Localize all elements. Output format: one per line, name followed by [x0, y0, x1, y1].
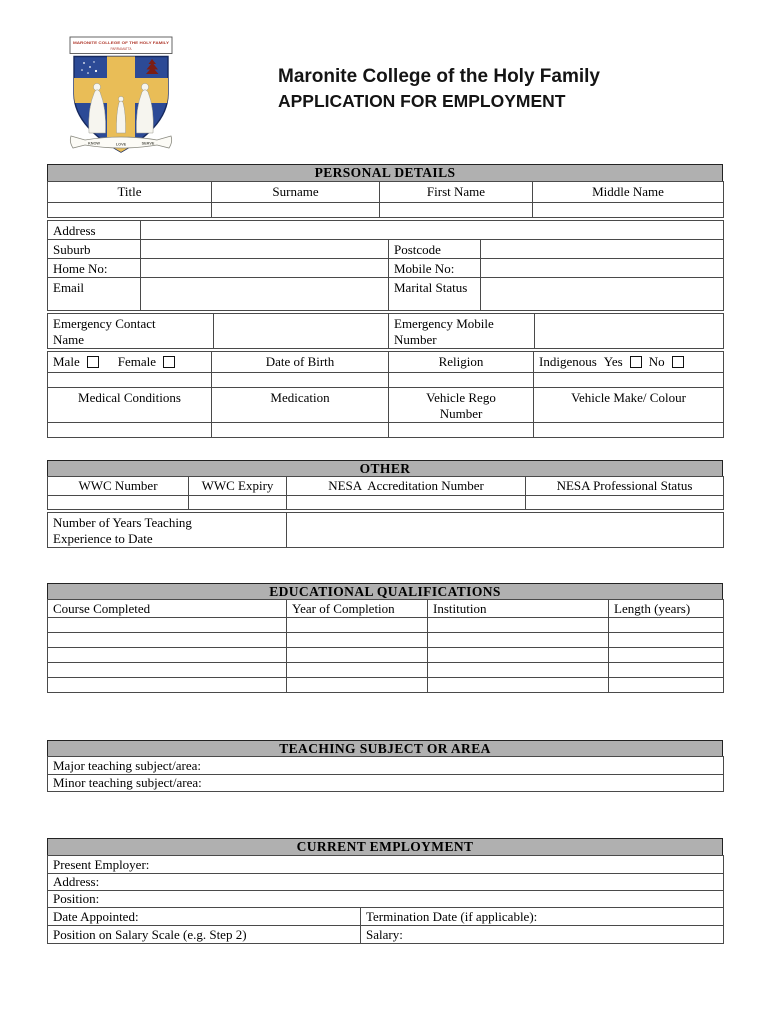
institution-input-cell[interactable]: [428, 648, 609, 663]
institution-input-cell[interactable]: [428, 663, 609, 678]
mobile-no-label: Mobile No:: [389, 259, 481, 278]
institution-input-cell[interactable]: [428, 633, 609, 648]
first-name-input-cell[interactable]: [380, 203, 533, 218]
emergency-contact-input-cell[interactable]: [214, 314, 389, 349]
minor-subject-label: Minor teaching subject/area:: [53, 775, 202, 790]
college-name-title: Maronite College of the Holy Family: [278, 66, 600, 87]
position-label: Position:: [53, 891, 100, 906]
indigenous-field: [534, 352, 724, 373]
date-appointed-field[interactable]: [48, 908, 361, 926]
title-column-header: Title: [48, 182, 212, 203]
vehicle-make-label: Vehicle Make/ Colour: [534, 388, 724, 423]
college-crest: [66, 36, 176, 160]
other-header: OTHER: [47, 460, 723, 477]
current-employment-header: CURRENT EMPLOYMENT: [47, 838, 723, 856]
date-appointed-label: Date Appointed:: [53, 908, 139, 924]
institution-input-cell[interactable]: [428, 678, 609, 693]
length-input-cell[interactable]: [609, 618, 724, 633]
male-checkbox[interactable]: [87, 356, 99, 368]
nesa-accreditation-input-cell[interactable]: [287, 496, 526, 510]
length-years-header: Length (years): [609, 600, 724, 618]
religion-label: Religion: [389, 352, 534, 373]
major-subject-field[interactable]: [48, 757, 724, 775]
medication-label: Medication: [212, 388, 389, 423]
indigenous-yes-checkbox[interactable]: [630, 356, 642, 368]
email-input-cell[interactable]: [141, 278, 389, 311]
major-subject-label: Major teaching subject/area:: [53, 757, 201, 773]
length-input-cell[interactable]: [609, 633, 724, 648]
home-no-input-cell[interactable]: [141, 259, 389, 278]
middle-name-input-cell[interactable]: [533, 203, 724, 218]
vehicle-rego-input-cell[interactable]: [389, 423, 534, 438]
emergency-mobile-label: Emergency Mobile Number: [389, 314, 535, 349]
motto-serve: SERVE: [141, 141, 155, 146]
years-teaching-table: [47, 512, 724, 548]
vehicle-make-input-cell[interactable]: [534, 423, 724, 438]
motto-love: LOVE: [115, 142, 127, 147]
suburb-input-cell[interactable]: [141, 240, 389, 259]
salary-label: Salary:: [366, 926, 403, 942]
years-teaching-input-cell[interactable]: [287, 513, 724, 548]
current-employment-table: [47, 855, 724, 944]
institution-header: Institution: [428, 600, 609, 618]
male-label: Male: [53, 354, 80, 369]
postcode-input-cell[interactable]: [481, 240, 724, 259]
position-field[interactable]: [48, 891, 724, 908]
motto-know: KNOW: [87, 141, 101, 146]
employer-address-field[interactable]: [48, 874, 724, 891]
teaching-table: [47, 756, 724, 792]
length-input-cell[interactable]: [609, 663, 724, 678]
emergency-mobile-input-cell[interactable]: [535, 314, 724, 349]
termination-date-label: Termination Date (if applicable):: [366, 908, 538, 924]
name-table: [47, 181, 724, 218]
religion-input-cell[interactable]: [389, 373, 534, 388]
course-input-cell[interactable]: [48, 648, 287, 663]
salary-scale-field[interactable]: [48, 926, 361, 944]
address-input-cell[interactable]: [141, 221, 724, 240]
length-input-cell[interactable]: [609, 648, 724, 663]
year-input-cell[interactable]: [287, 678, 428, 693]
mobile-no-input-cell[interactable]: [481, 259, 724, 278]
crest-banner-text: MARONITE COLLEGE OF THE HOLY FAMILY: [73, 39, 170, 45]
nesa-status-input-cell[interactable]: [526, 496, 724, 510]
institution-input-cell[interactable]: [428, 618, 609, 633]
salary-field[interactable]: [361, 926, 724, 944]
middle-name-column-header: Middle Name: [533, 182, 724, 203]
email-label: Email: [48, 278, 141, 311]
gender-field: [48, 352, 212, 373]
nesa-accreditation-header: NESA Accreditation Number: [287, 477, 526, 496]
indigenous-label: Indigenous: [539, 354, 597, 369]
nesa-status-header: NESA Professional Status: [526, 477, 724, 496]
surname-column-header: Surname: [212, 182, 380, 203]
demographics-table: [47, 351, 724, 438]
year-input-cell[interactable]: [287, 618, 428, 633]
year-input-cell[interactable]: [287, 648, 428, 663]
marital-status-label: Marital Status: [389, 278, 481, 311]
teaching-subject-header: TEACHING SUBJECT OR AREA: [47, 740, 723, 757]
contact-table: [47, 220, 724, 311]
postcode-label: Postcode: [389, 240, 481, 259]
gender-input-cell[interactable]: [48, 373, 212, 388]
emergency-table: [47, 313, 724, 349]
education-table: [47, 599, 724, 693]
course-input-cell[interactable]: [48, 633, 287, 648]
form-title: APPLICATION FOR EMPLOYMENT: [278, 91, 566, 111]
date-of-birth-input-cell[interactable]: [212, 373, 389, 388]
address-label: Address: [48, 221, 141, 240]
surname-input-cell[interactable]: [212, 203, 380, 218]
wwc-number-input-cell[interactable]: [48, 496, 189, 510]
years-teaching-label: Number of Years Teaching Experience to Date: [48, 513, 287, 548]
first-name-column-header: First Name: [380, 182, 533, 203]
personal-details-section: [47, 164, 723, 438]
female-checkbox[interactable]: [163, 356, 175, 368]
wwc-expiry-input-cell[interactable]: [189, 496, 287, 510]
emergency-contact-label: Emergency Contact Name: [48, 314, 214, 349]
suburb-label: Suburb: [48, 240, 141, 259]
other-section: [47, 460, 723, 548]
year-input-cell[interactable]: [287, 633, 428, 648]
termination-date-field[interactable]: [361, 908, 724, 926]
female-label: Female: [117, 354, 156, 369]
teaching-subject-section: [47, 740, 723, 792]
course-completed-header: Course Completed: [48, 600, 287, 618]
year-of-completion-header: Year of Completion: [287, 600, 428, 618]
employer-address-label: Address:: [53, 874, 100, 889]
course-input-cell[interactable]: [48, 678, 287, 693]
educational-qualifications-header: EDUCATIONAL QUALIFICATIONS: [47, 583, 723, 600]
date-of-birth-label: Date of Birth: [212, 352, 389, 373]
medication-input-cell[interactable]: [212, 423, 389, 438]
crest-banner-subtext: PARRAMATTA: [110, 46, 132, 51]
minor-subject-field[interactable]: [48, 775, 724, 792]
medical-conditions-input-cell[interactable]: [48, 423, 212, 438]
vehicle-rego-label: Vehicle Rego Number: [389, 388, 534, 423]
present-employer-label: Present Employer:: [53, 856, 150, 872]
year-input-cell[interactable]: [287, 663, 428, 678]
wwc-expiry-header: WWC Expiry: [189, 477, 287, 496]
medical-conditions-label: Medical Conditions: [48, 388, 212, 423]
salary-scale-label: Position on Salary Scale (e.g. Step 2): [53, 926, 247, 942]
indigenous-yes-label: Yes: [603, 354, 623, 369]
title-input-cell[interactable]: [48, 203, 212, 218]
course-input-cell[interactable]: [48, 618, 287, 633]
document-title-block: [278, 64, 600, 114]
personal-details-header: PERSONAL DETAILS: [47, 164, 723, 182]
other-table: [47, 476, 724, 510]
marital-status-input-cell[interactable]: [481, 278, 724, 311]
present-employer-field[interactable]: [48, 856, 724, 874]
course-input-cell[interactable]: [48, 663, 287, 678]
indigenous-no-checkbox[interactable]: [672, 356, 684, 368]
home-no-label: Home No:: [48, 259, 141, 278]
length-input-cell[interactable]: [609, 678, 724, 693]
indigenous-no-label: No: [648, 354, 665, 369]
wwc-number-header: WWC Number: [48, 477, 189, 496]
current-employment-section: [47, 838, 723, 944]
educational-qualifications-section: [47, 583, 723, 693]
indigenous-input-cell[interactable]: [534, 373, 724, 388]
